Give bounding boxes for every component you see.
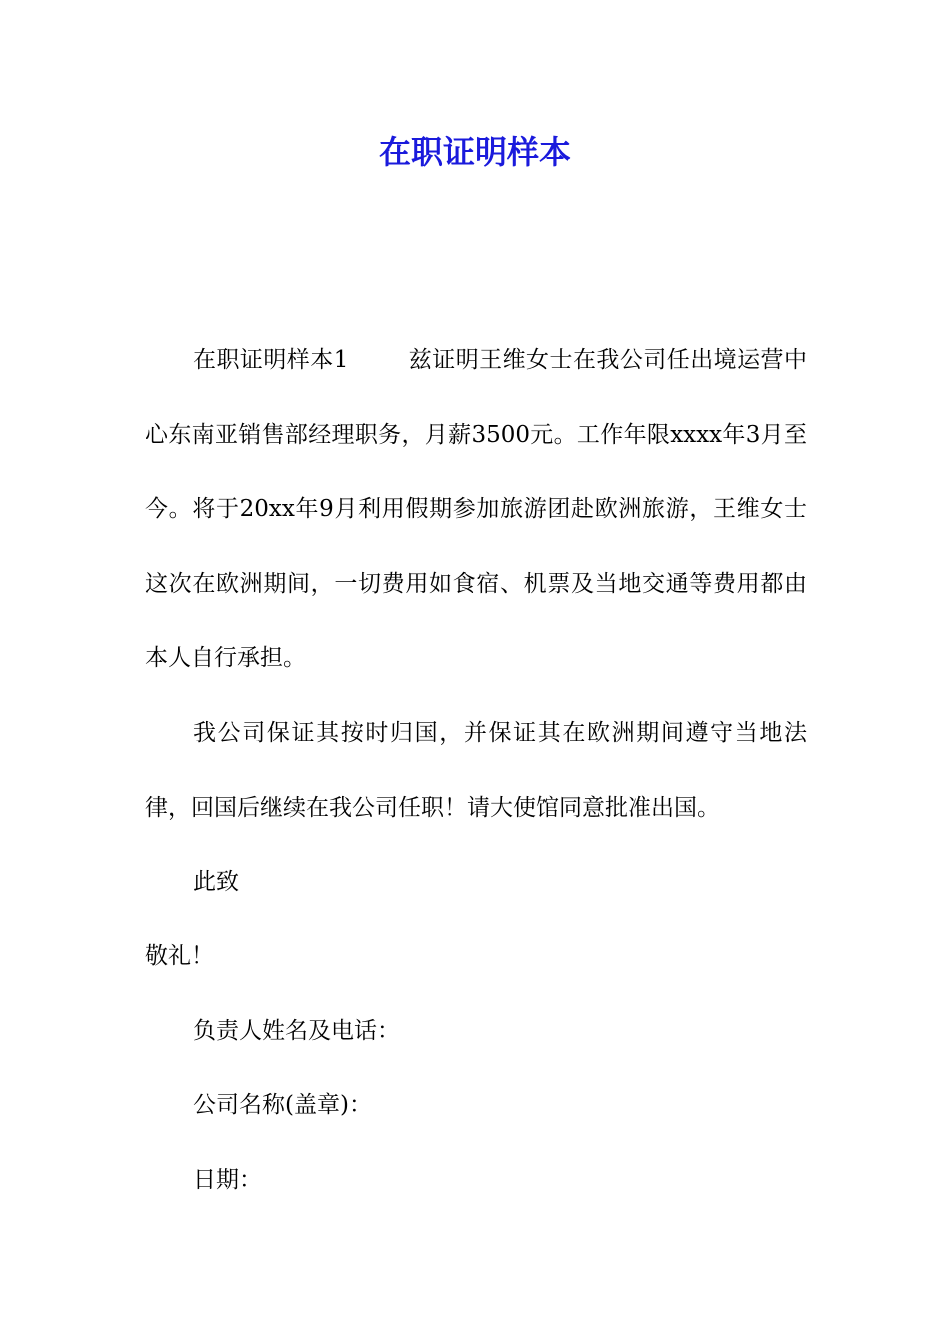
company-name-field: 公司名称(盖章)： xyxy=(193,1092,372,1118)
salutation-line: 敬礼！ xyxy=(145,943,214,969)
sample-lead-label: 在职证明样本1 xyxy=(193,347,349,373)
paragraph-guarantee: 我公司保证其按时归国，并保证其在欧洲期间遵守当地法律，回国后继续在我公司任职！请大使馆同意批准出国。 xyxy=(145,720,807,821)
paragraph-employment-details xyxy=(145,323,807,696)
document-title: 在职证明样本 xyxy=(378,133,571,171)
closing-line: 此致 xyxy=(193,869,239,895)
date-field: 日期： xyxy=(193,1167,262,1193)
responsible-person-field: 负责人姓名及电话： xyxy=(193,1018,400,1044)
paragraph-employment-text: 兹证明王维女士在我公司任出境运营中心东南亚销售部经理职务，月薪3500元。工作年限xxxx年3月至今。将于20xx年9月利用假期参加旅游团赴欧洲旅游，王维女士这次在欧洲期间，一切费用如食宿、机票及当地交通等费用都由本人自行承担。 xyxy=(145,347,808,671)
